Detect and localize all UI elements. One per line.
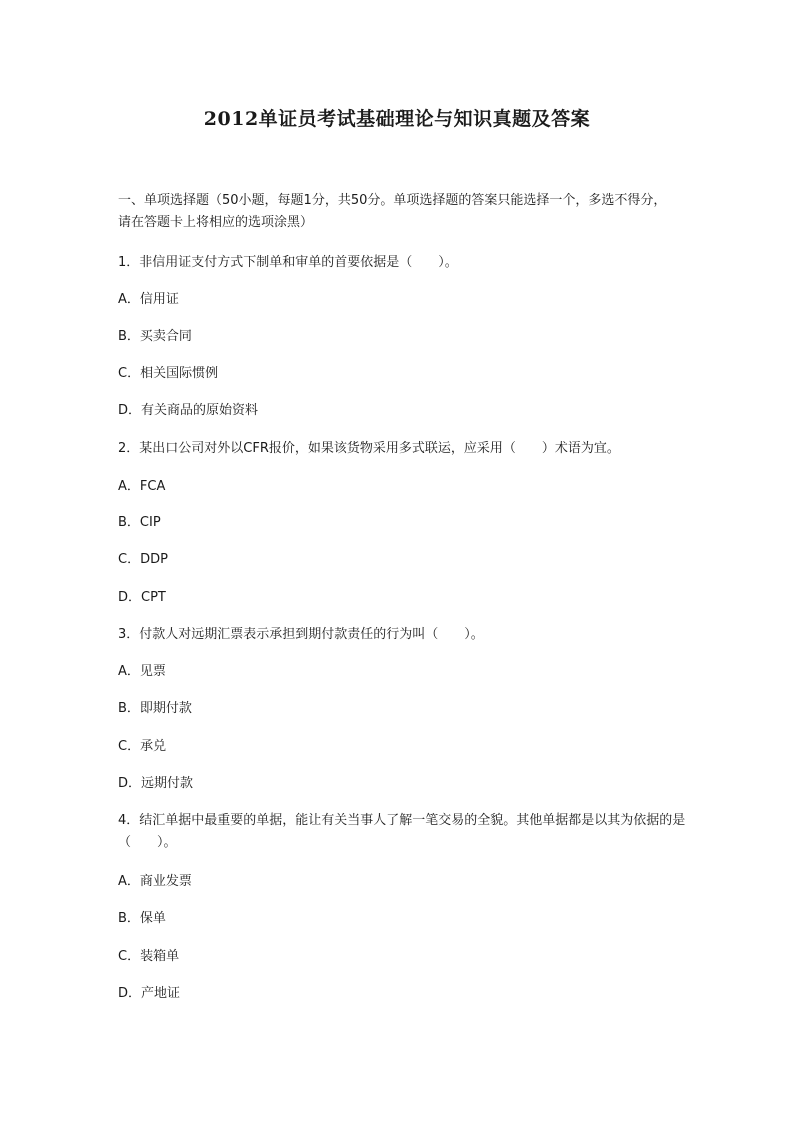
question-4-option-a: A．商业发票 [118,874,192,889]
question-2-option-c: C．DDP [118,552,168,567]
question-1-option-d: D．有关商品的原始资料 [118,403,259,418]
question-4-option-b: B．保单 [118,911,166,926]
question-4-option-d: D．产地证 [118,986,181,1001]
question-3-option-a: A．见票 [118,664,166,679]
question-4-option-c: C．装箱单 [118,949,180,964]
question-3-option-b: B．即期付款 [118,701,192,716]
question-2-option-b: B．CIP [118,515,161,530]
question-1-option-a: A．信用证 [118,292,179,307]
question-1-text: 1．非信用证支付方式下制单和审单的首要依据是（ ）。 [118,255,458,270]
section-intro: 一、单项选择题（50小题，每题1分，共50分。单项选择题的答案只能选择一个，多选不得分，请在答题卡上将相应的选项涂黑） [118,193,667,230]
question-1-option-c: C．相关国际惯例 [118,366,219,381]
document-title: 2012单证员考试基础理论与知识真题及答案 [203,108,591,130]
question-2-text: 2．某出口公司对外以CFR报价，如果该货物采用多式联运，应采用（ ）术语为宜。 [118,441,620,456]
question-2-option-a: A．FCA [118,479,166,494]
question-3-text: 3．付款人对远期汇票表示承担到期付款责任的行为叫（ ）。 [118,627,484,642]
question-3-option-d: D．远期付款 [118,776,194,791]
question-3-option-c: C．承兑 [118,739,167,754]
question-2-option-d: D．CPT [118,590,166,605]
question-1-option-b: B．买卖合同 [118,329,192,344]
question-4-text: 4．结汇单据中最重要的单据，能让有关当事人了解一笔交易的全貌。其他单据都是以其为依据的是（ ）。 [118,813,686,850]
